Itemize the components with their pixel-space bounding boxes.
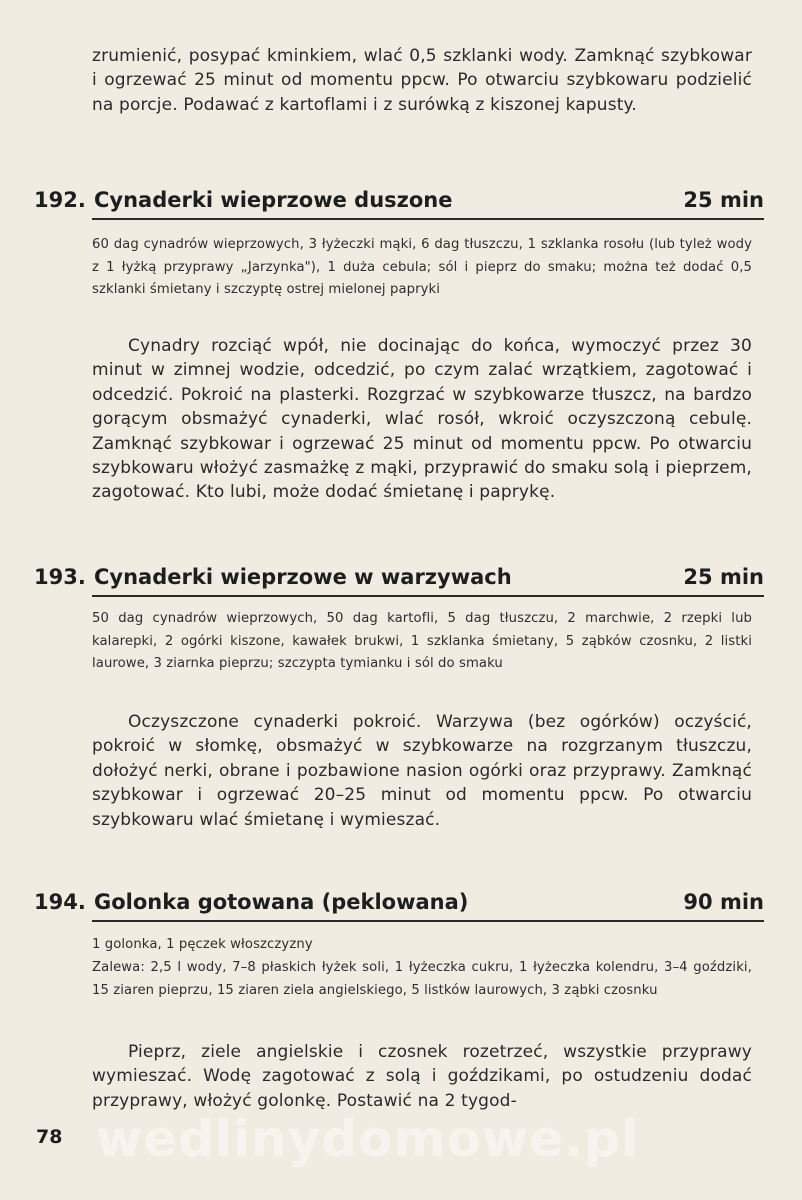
title-underline: [92, 595, 764, 597]
title-underline: [92, 218, 764, 220]
intro-paragraph: zrumienić, posypać kminkiem, wlać 0,5 szklanki wody. Zamknąć szybkowar i ogrzewać 25 minut od momentu ppcw. Po otwarciu szybkowaru podzielić na porcje. Podawać z kartoflami i z surówką z kiszonej kapusty.: [92, 46, 752, 115]
recipe-title: Golonka gotowana (peklowana): [94, 890, 469, 914]
recipe-number: 192.: [34, 188, 86, 212]
recipe-method: Oczyszczone cynaderki pokroić. Warzywa (bez ogórków) oczyścić, pokroić w słomkę, obsmażyć w szybkowarze na rozgrzanym tłuszczu, dołożyć nerki, obrane i pozbawione nasion ogórki oraz przyprawy. Zamknąć szybkowar i ogrzewać 20–25 minut od momentu ppcw. Po otwarciu szybkowaru wlać śmietanę i wymieszać.: [92, 712, 752, 830]
recipe-time: 25 min: [683, 565, 764, 589]
recipe-header-194: [34, 890, 764, 926]
recipe-time: 90 min: [683, 890, 764, 914]
recipe-header-192: [34, 188, 764, 224]
recipe-method: Cynadry rozciąć wpół, nie docinając do końca, wymoczyć przez 30 minut w zimnej wodzie, odcedzić, po czym zalać wrzątkiem, zagotować i odcedzić. Pokroić na plasterki. Rozgrzać w szybkowarze tłuszcz, na bardzo gorącym obsmażyć cynaderki, wlać rosół, wkroić oczyszczoną cebulę. Zamknąć szybkowar i ogrzewać 25 minut od momentu ppcw. Po otwarciu szybkowaru włożyć zasmażkę z mąki, przyprawić do smaku solą i pieprzem, zagotować. Kto lubi, może dodać śmietanę i paprykę.: [92, 336, 752, 503]
title-underline: [92, 920, 764, 922]
recipe-ingredients: 60 dag cynadrów wieprzowych, 3 łyżeczki mąki, 6 dag tłuszczu, 1 szklanka rosołu (lub tyleż wody z 1 łyżką przyprawy „Jarzynka"), 1 duża cebula; sól i pieprz do smaku; można też dodać 0,5 szklanki śmietany i szczyptę ostrej mielonej papryki: [92, 237, 752, 297]
recipe-number: 194.: [34, 890, 86, 914]
page-number: 78: [36, 1126, 63, 1148]
recipe-method: Pieprz, ziele angielskie i czosnek rozetrzeć, wszystkie przyprawy wymieszać. Wodę zagotować z solą i goździkami, po ostudzeniu dodać przyprawy, włożyć golonkę. Postawić na 2 tygod-: [92, 1042, 752, 1111]
recipe-ingredients-main: 1 golonka, 1 pęczek włoszczyzny: [92, 937, 313, 952]
recipe-title: Cynaderki wieprzowe w warzywach: [94, 565, 512, 589]
recipe-number: 193.: [34, 565, 86, 589]
recipe-ingredients-brine: Zalewa: 2,5 l wody, 7–8 płaskich łyżek soli, 1 łyżeczka cukru, 1 łyżeczka kolendru, 3–4 goździki, 15 ziaren pieprzu, 15 ziaren ziela angielskiego, 5 listków laurowych, 3 ząbki czosnku: [92, 960, 752, 998]
watermark-text: wedlinydomowe.pl: [96, 1110, 639, 1168]
recipe-time: 25 min: [683, 188, 764, 212]
recipe-ingredients: 50 dag cynadrów wieprzowych, 50 dag kartofli, 5 dag tłuszczu, 2 marchwie, 2 rzepki lub kalarepki, 2 ogórki kiszone, kawałek brukwi, 1 szklanka śmietany, 5 ząbków czosnku, 2 listki laurowe, 3 ziarnka pieprzu; szczypta tymianku i sól do smaku: [92, 611, 752, 671]
recipe-header-193: [34, 565, 764, 601]
recipe-title: Cynaderki wieprzowe duszone: [94, 188, 453, 212]
